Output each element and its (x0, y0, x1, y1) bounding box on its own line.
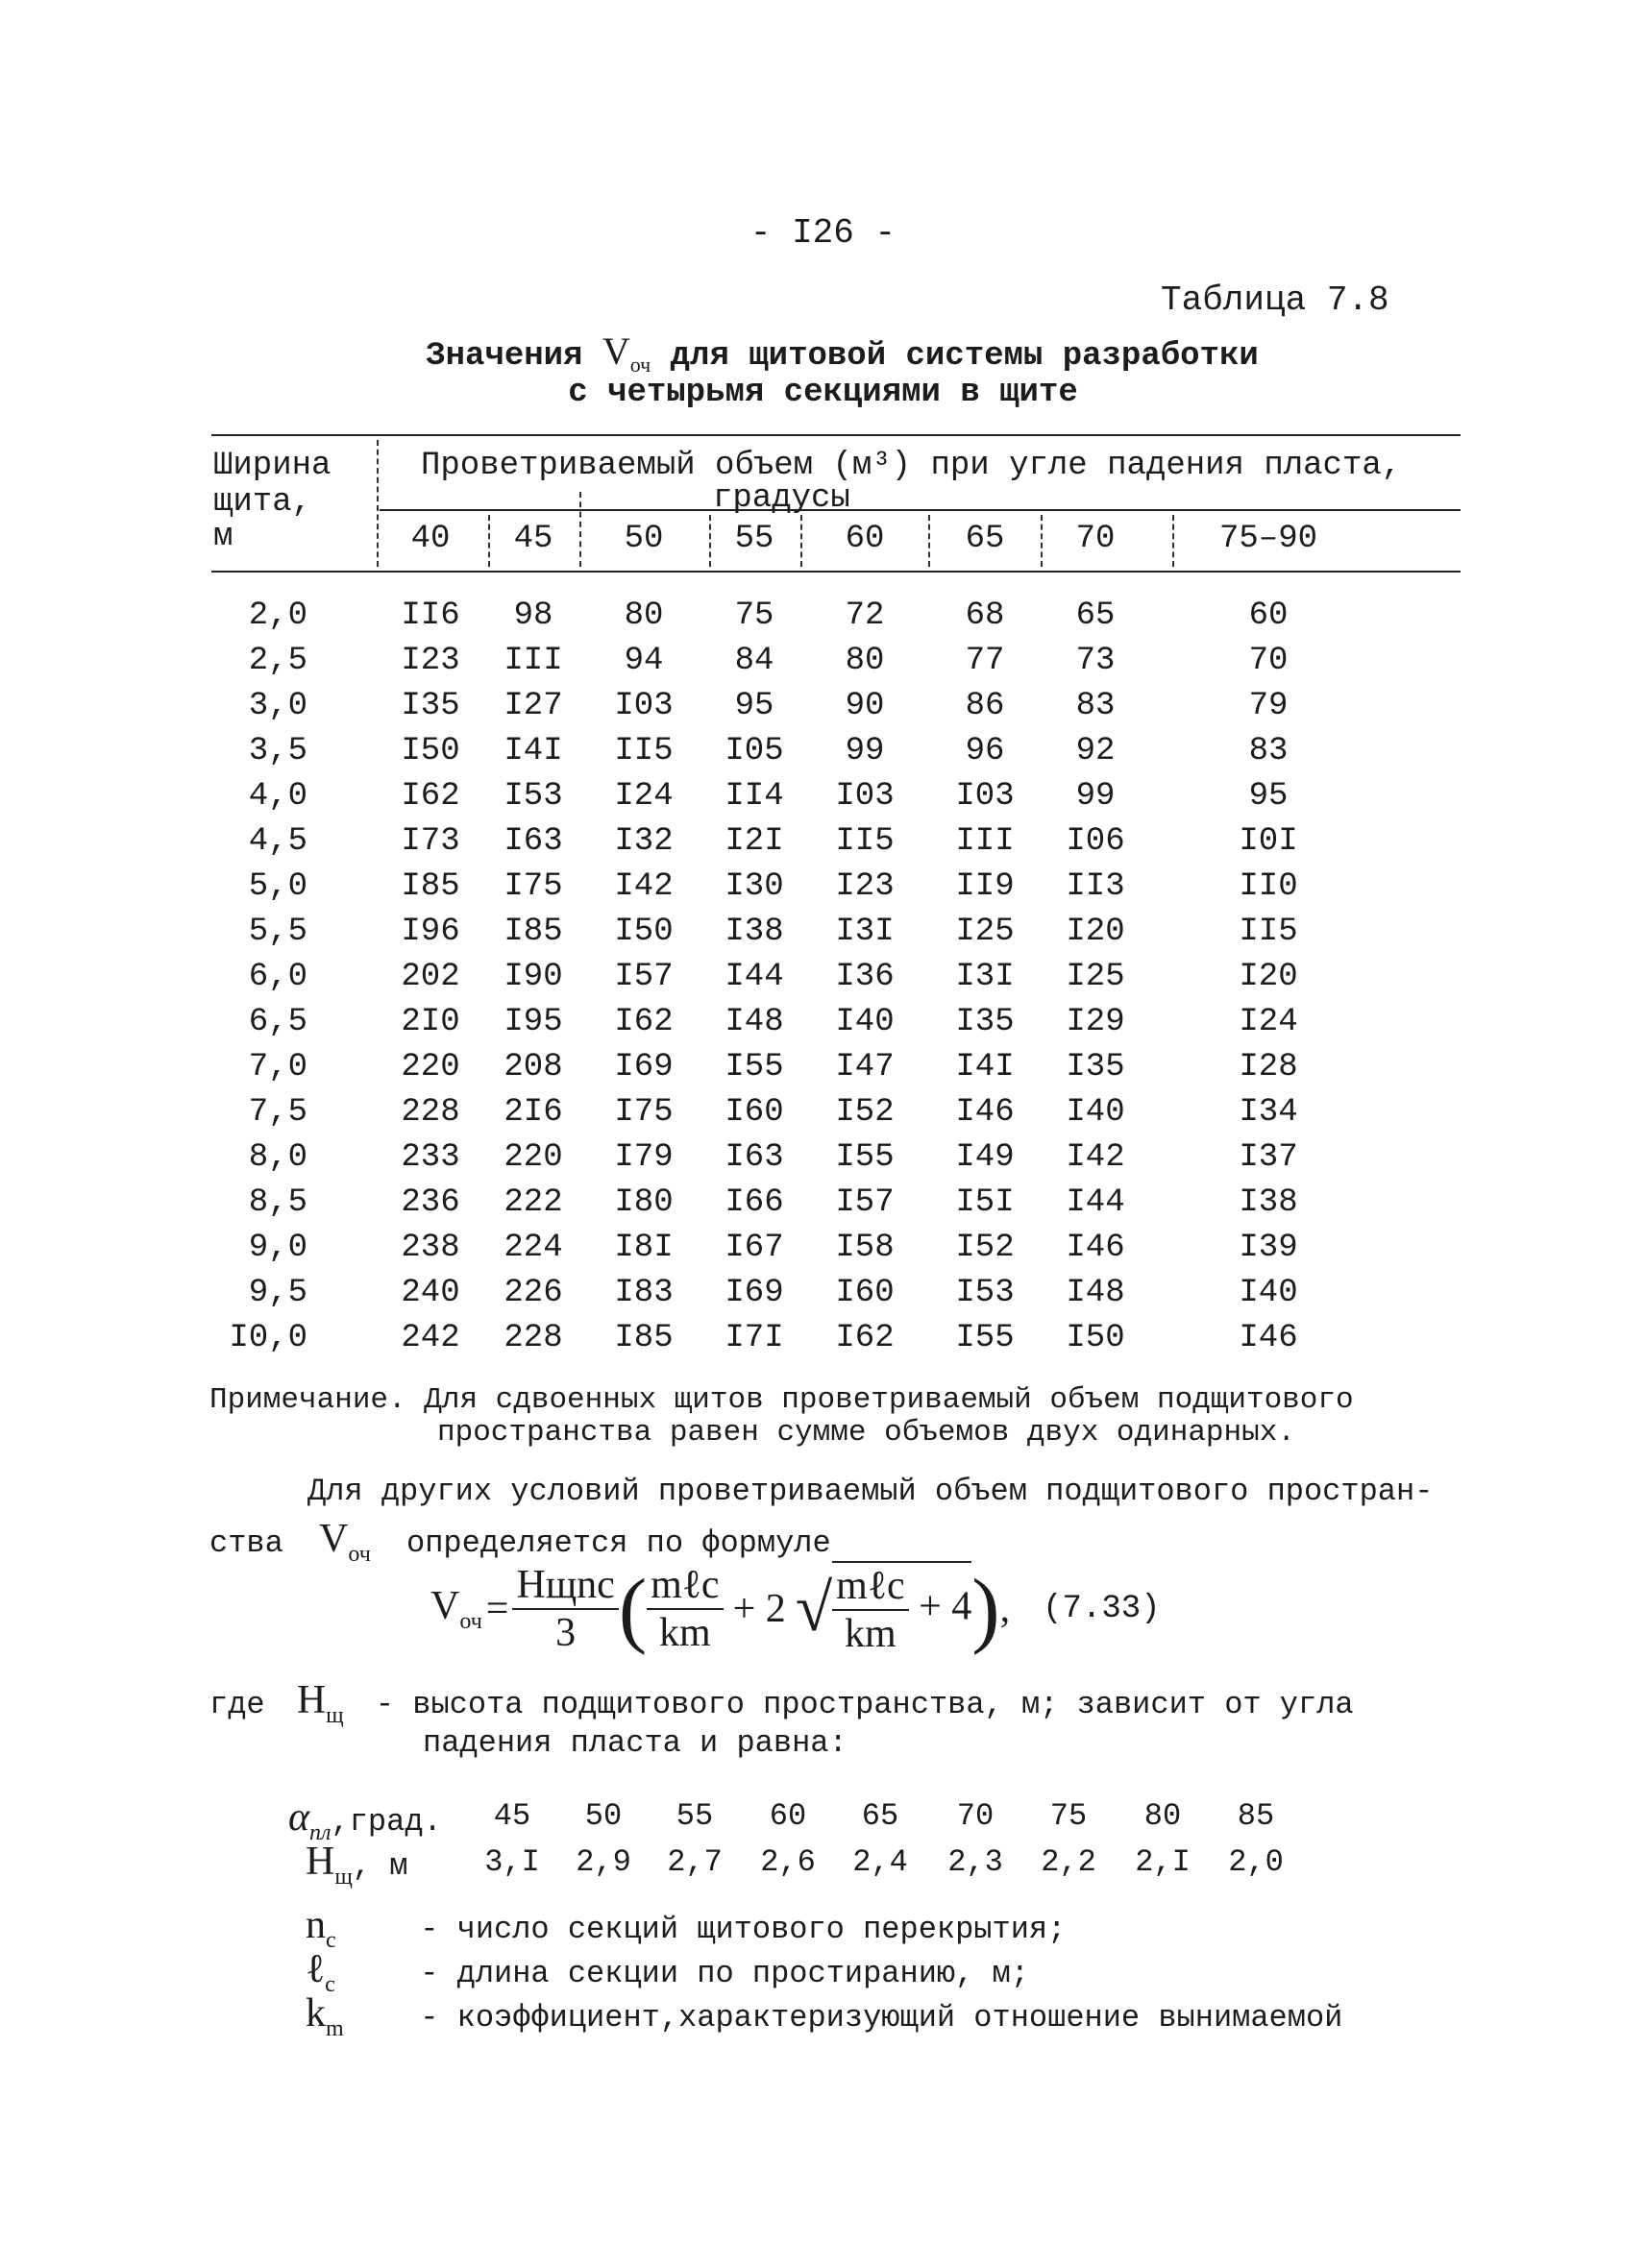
table-cell: 228 (504, 1320, 563, 1356)
header-bottom-rule (211, 571, 1461, 573)
row-width-label: 9,0 (248, 1230, 307, 1266)
table-cell: I73 (401, 823, 460, 860)
definition-h: где $H_щ$ - высота подщитового пространства, м; зависит от угла (209, 1678, 1354, 1728)
table-cell: II5 (614, 733, 674, 769)
table-cell: 70 (1248, 643, 1289, 679)
table-cell: 80 (845, 643, 885, 679)
page-number: - I26 - (749, 213, 897, 253)
table-cell: I48 (1066, 1275, 1125, 1311)
table-cell: I62 (835, 1320, 895, 1356)
group-header-units: градусы (713, 480, 850, 517)
row-width-label: 8,5 (248, 1184, 307, 1221)
angle-header-cell: 45 (513, 521, 553, 557)
table-cell: 65 (1075, 597, 1116, 634)
angle-header-cell: 60 (845, 521, 885, 557)
table-cell: I50 (1066, 1320, 1125, 1356)
h-value: 2,7 (667, 1844, 723, 1880)
definition-h-line2: падения пласта и равна: (423, 1725, 848, 1761)
table-caption-line1 (0, 329, 1646, 378)
table-cell: I62 (401, 778, 460, 815)
table-cell: 2I6 (504, 1094, 563, 1131)
table-cell: I35 (955, 1004, 1015, 1040)
table-cell: I62 (614, 1004, 674, 1040)
table-cell: 94 (624, 643, 664, 679)
table-cell: I96 (401, 914, 460, 950)
table-cell: I75 (614, 1094, 674, 1131)
h-value: 2,9 (576, 1844, 631, 1880)
h-value: 2,3 (947, 1844, 1003, 1880)
row-width-label: 5,5 (248, 914, 307, 950)
paragraph-line1: Для других условий проветриваемый объем подщитового простран- (307, 1474, 1434, 1509)
table-cell: I27 (504, 688, 563, 724)
table-cell: I55 (725, 1049, 784, 1085)
formula-sqrt: $\frac{\text{mℓc}}{km}$ + 4 (832, 1561, 971, 1657)
table-cell: I53 (955, 1275, 1015, 1311)
table-cell: I32 (614, 823, 674, 860)
table-cell: I06 (1066, 823, 1125, 860)
formula-lhs: $V_{оч}$ (430, 1584, 482, 1634)
table-cell: 83 (1248, 733, 1289, 769)
table-cell: III (504, 643, 563, 679)
table-cell: II5 (1239, 914, 1298, 950)
table-cell: I46 (955, 1094, 1015, 1131)
table-cell: I40 (1066, 1094, 1125, 1131)
h-value: 2,6 (760, 1844, 816, 1880)
note-line2: пространства равен сумме объемов двух одинарных. (437, 1416, 1295, 1450)
table-cell: III (955, 823, 1015, 860)
definition-lc: ℓ$_c$ - длина секции по простиранию, м; (306, 1947, 1029, 1997)
table-cell: I7I (725, 1320, 784, 1356)
table-cell: 84 (734, 643, 774, 679)
table-cell: 80 (624, 597, 664, 634)
table-cell: I0I (1239, 823, 1298, 860)
alpha-label: $\alpha_{пл},град$. (288, 1795, 442, 1845)
table-cell: I40 (835, 1004, 895, 1040)
table-cell: I80 (614, 1184, 674, 1221)
table-cell: 2I0 (401, 1004, 460, 1040)
table-cell: 208 (504, 1049, 563, 1085)
angle-header-cell: 75–90 (1218, 521, 1318, 557)
group-header: Проветриваемый объем (м³) при угле падения пласта, (421, 448, 1402, 484)
table-cell: 242 (401, 1320, 460, 1356)
table-cell: I52 (955, 1230, 1015, 1266)
table-cell: 202 (401, 959, 460, 995)
table-cell: I60 (725, 1094, 784, 1131)
formula-inner-fraction: $\frac{\text{mℓc}}{km}$ (647, 1562, 723, 1656)
table-cell: I67 (725, 1230, 784, 1266)
table-cell: I53 (504, 778, 563, 815)
table-cell: I85 (614, 1320, 674, 1356)
table-cell: I23 (835, 868, 895, 905)
table-cell: I75 (504, 868, 563, 905)
table-cell: 68 (965, 597, 1005, 634)
table-cell: I57 (835, 1184, 895, 1221)
table-cell: I85 (504, 914, 563, 950)
alpha-value: 80 (1143, 1798, 1182, 1834)
h-label: $H_щ$, м (306, 1840, 408, 1890)
alpha-value: 45 (493, 1798, 531, 1834)
table-cell: I23 (401, 643, 460, 679)
alpha-value: 65 (861, 1798, 899, 1834)
row-width-label: 3,5 (248, 733, 307, 769)
table-cell: I83 (614, 1275, 674, 1311)
table-cell: I55 (955, 1320, 1015, 1356)
table-cell: 226 (504, 1275, 563, 1311)
table-cell: I5I (955, 1184, 1015, 1221)
table-cell: II6 (401, 597, 460, 634)
caption-prefix: Значения (426, 338, 583, 375)
row-header-line2: щита, (213, 484, 312, 521)
table-cell: I34 (1239, 1094, 1298, 1131)
alpha-value: 50 (584, 1798, 623, 1834)
table-cell: I38 (725, 914, 784, 950)
table-cell: 77 (965, 643, 1005, 679)
table-cell: 99 (845, 733, 885, 769)
row-width-label: 7,5 (248, 1094, 307, 1131)
table-cell: I03 (835, 778, 895, 815)
h-value: 2,2 (1041, 1844, 1096, 1880)
table-cell: 90 (845, 688, 885, 724)
h-value: 3,I (484, 1844, 540, 1880)
table-cell: I46 (1066, 1230, 1125, 1266)
table-cell: I3I (955, 959, 1015, 995)
angle-header-cell: 50 (624, 521, 664, 557)
table-cell: I95 (504, 1004, 563, 1040)
row-width-label: 6,5 (248, 1004, 307, 1040)
caption-symbol: $V_{оч}$ (602, 329, 651, 377)
table-cell: I35 (401, 688, 460, 724)
table-cell: 79 (1248, 688, 1289, 724)
table-cell: 233 (401, 1139, 460, 1176)
table-cell: 86 (965, 688, 1005, 724)
table-cell: 98 (513, 597, 553, 634)
table-cell: I24 (614, 778, 674, 815)
table-cell: I42 (614, 868, 674, 905)
table-cell: I4I (504, 733, 563, 769)
table-cell: I03 (955, 778, 1015, 815)
row-width-label: 4,0 (248, 778, 307, 815)
table-cell: 92 (1075, 733, 1116, 769)
table-cell: 224 (504, 1230, 563, 1266)
note-line1: Примечание. Для сдвоенных щитов проветриваемый объем подщитового (209, 1383, 1354, 1417)
table-cell: I49 (955, 1139, 1015, 1176)
table-cell: 72 (845, 597, 885, 634)
header-mid-rule (380, 509, 1461, 511)
table-cell: 238 (401, 1230, 460, 1266)
table-cell: I47 (835, 1049, 895, 1085)
col-divider (1172, 515, 1174, 567)
table-cell: I20 (1239, 959, 1298, 995)
table-cell: I8I (614, 1230, 674, 1266)
table-cell: I57 (614, 959, 674, 995)
table-cell: I38 (1239, 1184, 1298, 1221)
table-cell: I36 (835, 959, 895, 995)
alpha-value: 75 (1049, 1798, 1088, 1834)
definition-km: $k_m$ - коэффициент,характеризующий отношение вынимаемой (306, 1991, 1343, 2041)
table-cell: II4 (725, 778, 784, 815)
row-width-label: 4,5 (248, 823, 307, 860)
row-width-label: 5,0 (248, 868, 307, 905)
table-cell: I39 (1239, 1230, 1298, 1266)
table-cell: I24 (1239, 1004, 1298, 1040)
table-cell: I37 (1239, 1139, 1298, 1176)
table-cell: I40 (1239, 1275, 1298, 1311)
formula-fraction: $\frac{\text{Hщnc}}{3}$ (512, 1562, 618, 1656)
table-cell: I42 (1066, 1139, 1125, 1176)
table-cell: II3 (1066, 868, 1125, 905)
table-cell: I03 (614, 688, 674, 724)
table-cell: I50 (614, 914, 674, 950)
table-cell: 228 (401, 1094, 460, 1131)
table-cell: 236 (401, 1184, 460, 1221)
row-width-label: 9,5 (248, 1275, 307, 1311)
row-width-label: 2,0 (248, 597, 307, 634)
alpha-value: 85 (1237, 1798, 1275, 1834)
table-cell: 99 (1075, 778, 1116, 815)
row-width-label: 8,0 (248, 1139, 307, 1176)
row-header-line3: м (213, 519, 233, 555)
table-cell: I63 (504, 823, 563, 860)
table-cell: II0 (1239, 868, 1298, 905)
row-width-label: 2,5 (248, 643, 307, 679)
table-cell: 95 (1248, 778, 1289, 815)
table-cell: I60 (835, 1275, 895, 1311)
alpha-value: 55 (676, 1798, 714, 1834)
table-cell: 240 (401, 1275, 460, 1311)
h-value: 2,I (1135, 1844, 1191, 1880)
table-cell: I44 (725, 959, 784, 995)
alpha-value: 70 (956, 1798, 995, 1834)
row-width-label: 6,0 (248, 959, 307, 995)
row-width-label: I0,0 (229, 1320, 307, 1356)
table-cell: 222 (504, 1184, 563, 1221)
table-cell: I2I (725, 823, 784, 860)
table-cell: I28 (1239, 1049, 1298, 1085)
table-cell: 60 (1248, 597, 1289, 634)
table-cell: II5 (835, 823, 895, 860)
angle-header-cell: 55 (734, 521, 774, 557)
table-cell: I90 (504, 959, 563, 995)
table-cell: I46 (1239, 1320, 1298, 1356)
table-cell: 75 (734, 597, 774, 634)
formula-7-33: $V_{оч}$ = $\frac{\text{Hщnc}}{3}$ ( $\frac{\text{mℓc}}{km}$ + 2 √ $\frac{\text{mℓc}}{km}$ + 4 ) , (7.33) (430, 1562, 1161, 1656)
table-cell: 220 (504, 1139, 563, 1176)
table-cell: I50 (401, 733, 460, 769)
table-top-rule (211, 434, 1461, 436)
definition-nc: $n_c$ - число секций щитового перекрытия; (306, 1903, 1067, 1953)
paragraph-line2: ства $V_{оч}$ определяется по формуле (209, 1517, 831, 1567)
table-cell: I29 (1066, 1004, 1125, 1040)
table-cell: 95 (734, 688, 774, 724)
table-cell: I79 (614, 1139, 674, 1176)
table-cell: I20 (1066, 914, 1125, 950)
angle-header-cell: 40 (410, 521, 451, 557)
table-cell: I69 (614, 1049, 674, 1085)
table-cell: I4I (955, 1049, 1015, 1085)
table-cell: 96 (965, 733, 1005, 769)
table-cell: I63 (725, 1139, 784, 1176)
table-cell: 83 (1075, 688, 1116, 724)
caption-suffix: для щитовой системы разработки (670, 338, 1259, 375)
table-cell: I66 (725, 1184, 784, 1221)
row-width-label: 7,0 (248, 1049, 307, 1085)
formula-label: (7.33) (1043, 1591, 1161, 1627)
table-cell: I85 (401, 868, 460, 905)
table-cell: I3I (835, 914, 895, 950)
table-cell: I58 (835, 1230, 895, 1266)
table-cell: I25 (955, 914, 1015, 950)
table-cell: I52 (835, 1094, 895, 1131)
table-cell: I35 (1066, 1049, 1125, 1085)
h-value: 2,4 (852, 1844, 908, 1880)
v-symbol: $V_{оч}$ (319, 1517, 371, 1567)
table-caption-line2: с четырьмя секциями в щите (568, 375, 1078, 411)
table-cell: I55 (835, 1139, 895, 1176)
h-value: 2,0 (1228, 1844, 1284, 1880)
table-cell: I05 (725, 733, 784, 769)
table-cell: II9 (955, 868, 1015, 905)
angle-header-cell: 70 (1075, 521, 1116, 557)
row-header-line1: Ширина (213, 448, 332, 484)
angle-header-cell: 65 (965, 521, 1005, 557)
row-width-label: 3,0 (248, 688, 307, 724)
table-cell: I48 (725, 1004, 784, 1040)
table-cell: I44 (1066, 1184, 1125, 1221)
table-cell: I25 (1066, 959, 1125, 995)
table-cell: 73 (1075, 643, 1116, 679)
table-cell: I69 (725, 1275, 784, 1311)
table-number: Таблица 7.8 (1161, 280, 1389, 320)
alpha-value: 60 (769, 1798, 807, 1834)
table-cell: 220 (401, 1049, 460, 1085)
table-cell: I30 (725, 868, 784, 905)
